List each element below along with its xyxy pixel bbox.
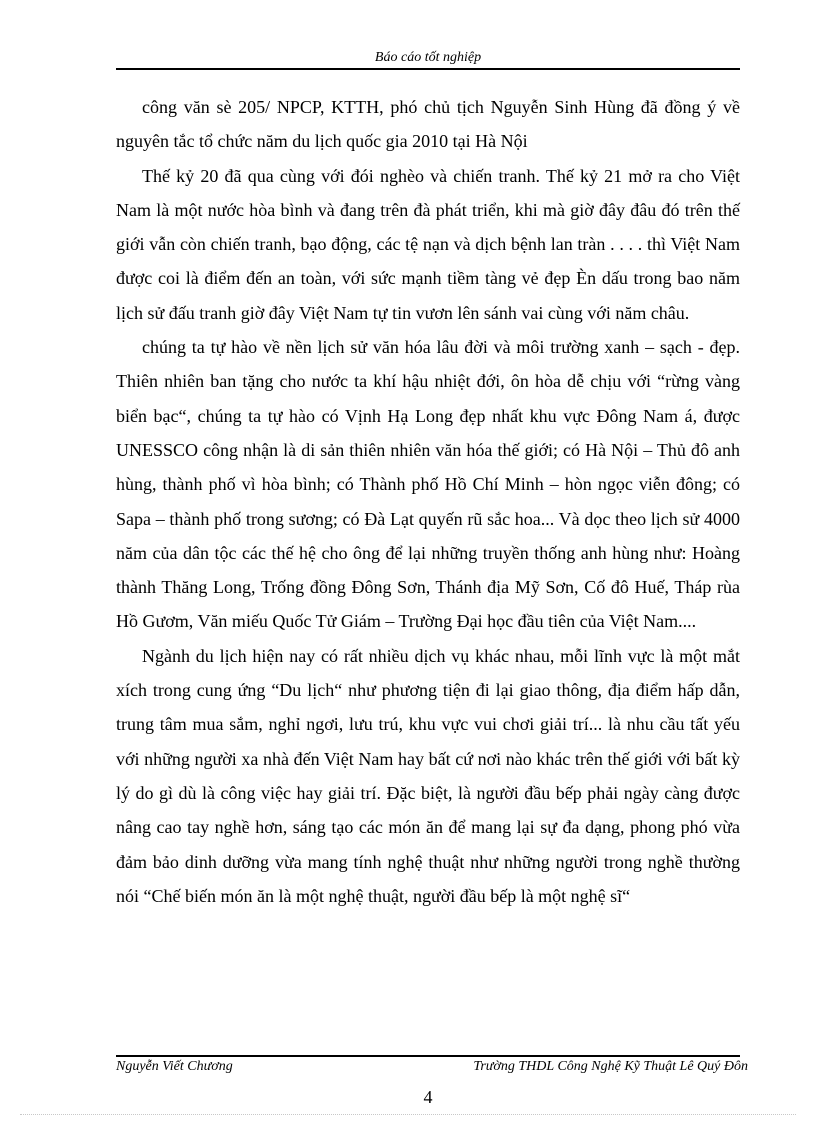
document-body [116, 90, 740, 913]
footer-author: Nguyễn Viết Chương [116, 1059, 233, 1074]
page-header-title: Báo cáo tốt nghiệp [374, 50, 482, 65]
paragraph: công văn sè 205/ NPCP, KTTH, phó chủ tịch Nguyễn Sinh Hùng đã đồng ý về nguyên tắc tổ chức năm du lịch quốc gia 2010 tại Hà Nội [116, 97, 740, 152]
paragraph: Ngành du lịch hiện nay có rất nhiều dịch vụ khác nhau, mỗi lĩnh vực là một mắt xích trong cung ứng “Du lịch“ như phương tiện đi lại giao thông, địa điểm hấp dẫn, trung tâm mua sắm, nghỉ ngơi, lưu trú, khu vực vui chơi giải trí... là nhu cầu tất yếu với những người xa nhà đến Việt Nam hay bất cứ nơi nào khác trên thế giới với bất kỳ lý do gì dù là công việc hay giải trí. Đặc biệt, là người đầu bếp phải ngày càng được nâng cao tay nghề hơn, sáng tạo các món ăn để mang lại sự đa dạng, phong phó vừa đảm bảo dinh dưỡng vừa mang tính nghệ thuật như những người trong nghề thường nói “Chế biến món ăn là một nghệ thuật, người đầu bếp là một nghệ sĩ“ [116, 645, 740, 906]
paragraph: chúng ta tự hào về nền lịch sử văn hóa lâu đời và môi trường xanh – sạch - đẹp. Thiên nhiên ban tặng cho nước ta khí hậu nhiệt đới, ôn hòa dễ chịu với “rừng vàng biển bạc“, chúng ta tự hào có Vịnh Hạ Long đẹp nhất khu vực Đông Nam á, được UNESSCO công nhận là di sản thiên nhiên văn hóa thế giới; có Hà Nội – Thủ đô anh hùng, thành phố vì hòa bình; có Thành phố Hồ Chí Minh – hòn ngọc viễn đông; có Sapa – thành phố trong sương; có Đà Lạt quyến rũ sắc hoa... Và dọc theo lịch sử 4000 năm của dân tộc các thế hệ cho ông để lại những truyền thống anh hùng như: Hoàng thành Thăng Long, Trống đồng Đông Sơn, Thánh địa Mỹ Sơn, Cố đô Huế, Tháp rùa Hồ Gươm, Văn miếu Quốc Tử Giám – Trường Đại học đầu tiên của Việt Nam.... [116, 337, 740, 632]
header-divider [116, 68, 740, 70]
footer-school: Trường THDL Công Nghệ Kỹ Thuật Lê Quý Đôn [473, 1059, 748, 1074]
page-edge-divider [20, 1114, 796, 1115]
paragraph: Thế kỷ 20 đã qua cùng với đói nghèo và chiến tranh. Thế kỷ 21 mở ra cho Việt Nam là một nước hòa bình và đang trên đà phát triển, khi mà giờ đây đâu đó trên thế giới vẫn còn chiến tranh, bạo động, các tệ nạn và dịch bệnh lan tràn . . . . thì Việt Nam được coi là điểm đến an toàn, với sức mạnh tiềm tàng vẻ đẹp Èn dấu trong bao năm lịch sử đấu tranh giờ đây Việt Nam tự tin vươn lên sánh vai cùng với năm châu. [116, 165, 740, 323]
footer-divider [116, 1055, 740, 1057]
page-number: 4 [423, 1087, 433, 1107]
